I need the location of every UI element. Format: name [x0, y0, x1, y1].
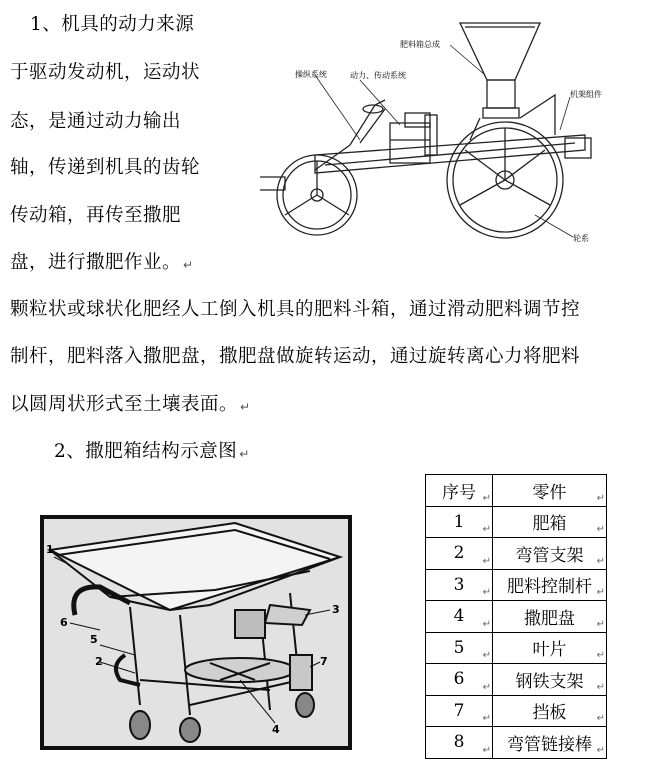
cell-mark-icon: ↵	[482, 650, 491, 661]
row-index-text: 2	[453, 543, 465, 564]
cell-mark-icon: ↵	[482, 587, 491, 598]
para-line-5-text: 传动箱，再传至撒肥	[10, 205, 182, 226]
para-line-9	[10, 393, 251, 419]
row-index-cell	[426, 727, 493, 759]
fertilizer-machine-diagram	[255, 5, 615, 265]
row-index-text: 4	[453, 606, 465, 627]
row-part-text: 钢铁支架	[515, 671, 584, 692]
spreader-box-diagram	[40, 515, 352, 750]
row-index-cell	[426, 664, 493, 696]
paragraph-mark-icon: ↵	[240, 400, 251, 414]
table-header-row	[426, 475, 607, 507]
table-row	[426, 632, 607, 664]
header-part-text: 零件	[532, 482, 567, 503]
steering-label: 操纵系统	[295, 70, 327, 79]
header-cell-part	[493, 475, 607, 507]
row-index-text: 5	[453, 637, 465, 658]
cell-mark-icon: ↵	[596, 618, 605, 630]
parts-table	[425, 474, 607, 759]
row-part-cell	[493, 632, 607, 664]
row-part-cell	[493, 569, 607, 601]
cell-mark-icon: ↵	[482, 681, 491, 693]
cell-mark-icon: ↵	[596, 681, 605, 693]
cell-mark-icon: ↵	[596, 524, 605, 535]
row-index-text: 6	[453, 669, 465, 690]
para-line-1	[30, 13, 194, 37]
para-line-1-text: 1、机具的动力来源	[30, 14, 195, 35]
cell-mark-icon: ↵	[482, 618, 491, 630]
row-part-cell	[493, 727, 607, 759]
header-cell-index	[426, 475, 493, 507]
para-line-8-text: 制杆，肥料落入撒肥盘，撒肥盘做旋转运动，通过旋转离心力将肥料	[10, 346, 581, 367]
para-line-2-text: 于驱动发动机，运动状	[10, 62, 201, 83]
frame-label: 机架组件	[570, 90, 602, 99]
row-part-cell	[493, 538, 607, 570]
para-line-7-text: 颗粒状或球状化肥经人工倒入机具的肥料斗箱，通过滑动肥料调节控	[10, 299, 581, 320]
row-index-cell	[426, 506, 493, 538]
table-row	[426, 506, 607, 538]
table-row	[426, 695, 607, 727]
hopper-label: 肥料箱总成	[400, 40, 440, 49]
power-label: 动力、传动系统	[350, 71, 406, 80]
para-line-8	[10, 345, 580, 369]
cell-mark-icon: ↵	[482, 492, 491, 504]
para-line-2	[10, 61, 200, 85]
row-part-cell	[493, 506, 607, 538]
callout-5: 5	[90, 633, 98, 646]
para-line-6	[10, 251, 194, 277]
row-index-cell	[426, 569, 493, 601]
cell-mark-icon: ↵	[596, 492, 605, 504]
row-index-cell	[426, 695, 493, 727]
row-part-cell	[493, 601, 607, 633]
wheel-label: 轮系	[573, 234, 589, 243]
row-part-text: 弯管支架	[515, 545, 584, 566]
para-line-5	[10, 204, 181, 228]
table-row	[426, 664, 607, 696]
cell-mark-icon: ↵	[482, 555, 491, 567]
cell-mark-icon: ↵	[482, 524, 491, 535]
para-line-4-text: 轴，传递到机具的齿轮	[10, 157, 201, 178]
row-part-cell	[493, 695, 607, 727]
para-line-9-text: 以圆周状形式至土壤表面。	[10, 394, 239, 415]
row-index-cell	[426, 538, 493, 570]
para-line-3-text: 态，是通过动力输出	[10, 111, 182, 132]
para-line-6-text: 盘，进行撒肥作业。	[10, 252, 182, 273]
cell-mark-icon: ↵	[596, 650, 605, 661]
section2-heading-text: 2、撒肥箱结构示意图	[54, 441, 238, 462]
row-index-text: 8	[453, 732, 465, 753]
row-part-cell	[493, 664, 607, 696]
para-line-7	[10, 298, 580, 322]
cell-mark-icon: ↵	[596, 555, 605, 567]
section2-heading	[54, 440, 250, 466]
row-index-cell	[426, 632, 493, 664]
cell-mark-icon: ↵	[482, 713, 491, 724]
cell-mark-icon: ↵	[596, 587, 605, 598]
row-part-text: 撒肥盘	[524, 608, 575, 629]
table-row	[426, 569, 607, 601]
callout-1: 1	[46, 543, 54, 556]
row-part-text: 肥料控制杆	[507, 577, 592, 598]
callout-2: 2	[95, 655, 103, 668]
table-row	[426, 727, 607, 759]
cell-mark-icon: ↵	[596, 744, 605, 756]
cell-mark-icon: ↵	[482, 744, 491, 756]
table-row	[426, 601, 607, 633]
row-part-text: 叶片	[532, 640, 567, 661]
paragraph-mark-icon: ↵	[183, 258, 194, 272]
row-part-text: 挡板	[532, 703, 567, 724]
para-line-4	[10, 156, 200, 180]
table-row	[426, 538, 607, 570]
callout-4: 4	[272, 723, 280, 736]
hopper-shape	[460, 23, 540, 80]
cell-mark-icon: ↵	[596, 713, 605, 724]
row-part-text: 弯管链接棒	[507, 734, 592, 755]
callout-6: 6	[60, 616, 68, 629]
row-index-cell	[426, 601, 493, 633]
header-index-text: 序号	[442, 482, 476, 503]
row-index-text: 3	[453, 574, 465, 595]
callout-7: 7	[320, 655, 328, 668]
row-part-text: 肥箱	[532, 514, 567, 535]
paragraph-mark-icon: ↵	[239, 447, 250, 461]
para-line-3	[10, 110, 181, 134]
row-index-text: 7	[453, 700, 465, 721]
callout-3: 3	[332, 603, 340, 616]
row-index-text: 1	[453, 511, 465, 532]
